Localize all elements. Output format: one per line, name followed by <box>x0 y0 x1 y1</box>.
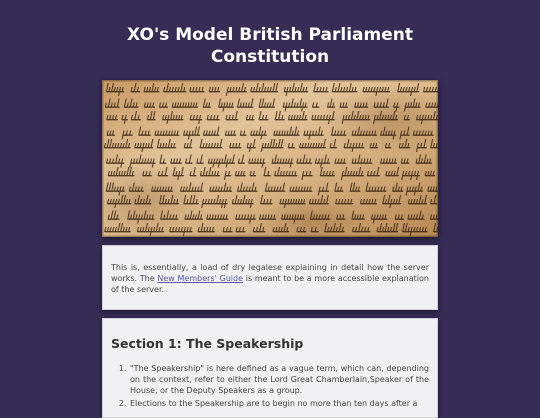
section-heading: Section 1: The Speakership <box>111 337 429 351</box>
section-list <box>111 363 429 409</box>
intro-card <box>102 245 438 310</box>
page-title-line-2: Constitution <box>211 47 329 67</box>
page-title <box>0 24 540 68</box>
new-members-guide-link[interactable]: New Members' Guide <box>157 274 243 283</box>
intro-paragraph <box>111 262 429 295</box>
manuscript-illustration <box>102 80 438 237</box>
manuscript-image <box>102 80 438 237</box>
intro-text-after: is meant to be a more accessible explanation of the server. <box>111 274 429 294</box>
page-title-line-1: XO's Model British Parliament <box>127 25 413 45</box>
section-speakership-card <box>102 318 438 418</box>
list-item: 2. Elections to the Speakership are to begin no more than ten days after a <box>129 398 429 409</box>
intro-text-before: This is, essentially, a load of dry legalese explaining in detail how the server works. The <box>111 263 429 283</box>
list-item: 1. "The Speakership" is here defined as a vague term, which can, depending on the context, refer to either the Lord Great Chamberlain,Speaker of the House, or the Deputy Speakers as a group. <box>129 363 429 396</box>
